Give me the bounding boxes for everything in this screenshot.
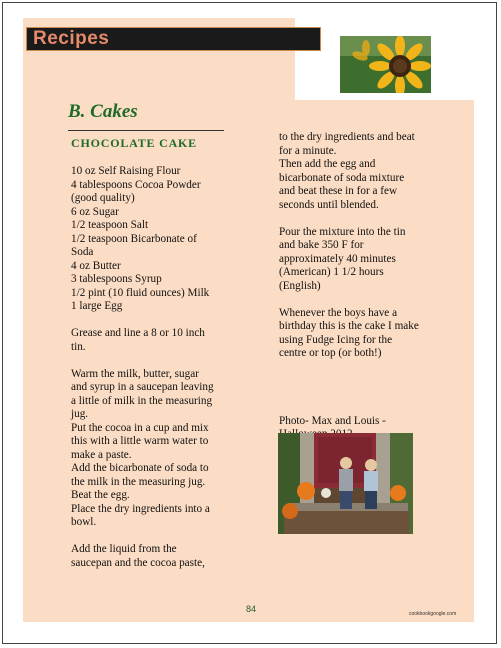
recipe-text-line: 1/2 teaspoon Bicarbonate of [71, 232, 197, 245]
title-divider [68, 130, 224, 131]
blank-line [71, 530, 251, 544]
page-number: 84 [246, 604, 257, 614]
blank-line [279, 388, 429, 402]
header-title: Recipes [33, 28, 110, 49]
recipe-text-line: (English) [279, 279, 321, 292]
recipe-text-line: and beat these in for a few [279, 185, 398, 197]
recipe-text-line: make a paste. [71, 448, 132, 461]
recipe-text-line: centre or top (or both!) [279, 347, 382, 359]
recipe-text-line: 1/2 pint (10 fluid ounces) Milk [71, 286, 210, 299]
recipe-text-line: for a minute. [279, 144, 337, 157]
recipe-text-line: jug. [71, 408, 89, 420]
blank-line [279, 361, 429, 375]
recipe-text-line: Photo- Max and Louis - [279, 414, 386, 427]
recipe-text-line: approximately 40 minutes [279, 252, 396, 265]
recipe-text-line: a little of milk in the measuring [71, 394, 213, 407]
recipe-text-line: Then add the egg and [279, 158, 376, 170]
blank-line [279, 293, 429, 307]
recipe-text-line: and syrup in a saucepan leaving [71, 381, 214, 393]
sunflower-photo [340, 36, 431, 93]
recipe-text-line: 4 oz Butter [71, 259, 121, 272]
recipe-text-line: and bake 350 F for [279, 239, 364, 251]
recipe-text-line: seconds until blended. [279, 198, 379, 211]
recipe-text-line: 4 tablespoons Cocoa Powder [71, 178, 201, 191]
recipe-text-line: 1 large Egg [71, 300, 123, 312]
blank-line [279, 401, 429, 415]
recipe-text-line: Place the dry ingredients into a [71, 502, 210, 515]
recipe-text-line: Put the cocoa in a cup and mix [71, 421, 209, 434]
blank-line [71, 314, 251, 328]
recipe-text-line: (American) 1 1/2 hours [279, 266, 384, 278]
recipe-text-line: Grease and line a 8 or 10 inch [71, 327, 205, 339]
recipe-text-line: Soda [71, 246, 94, 258]
recipe-text-line: 1/2 teaspoon Salt [71, 219, 149, 231]
blank-line [279, 212, 429, 226]
recipe-text-line: 6 oz Sugar [71, 205, 119, 218]
recipe-text-line: Pour the mixture into the tin [279, 225, 406, 238]
recipe-text-line: to the dry ingredients and beat [279, 131, 415, 143]
recipe-text-line: Add the liquid from the [71, 543, 177, 555]
halloween-photo [278, 433, 413, 534]
recipe-text-line: Add the bicarbonate of soda to [71, 462, 209, 474]
recipe-text-line: using Fudge Icing for the [279, 333, 393, 346]
recipe-text-line: Warm the milk, butter, sugar [71, 367, 199, 380]
recipe-left-column [71, 165, 251, 570]
recipe-text-line: bicarbonate of soda mixture [279, 171, 405, 184]
blank-line [279, 374, 429, 388]
recipe-text-line: 10 oz Self Raising Flour [71, 165, 181, 177]
recipe-text-line: saucepan and the cocoa paste, [71, 556, 205, 569]
recipe-text-line: 3 tablespoons Syrup [71, 273, 162, 285]
section-title: B. Cakes [68, 101, 138, 122]
recipe-text-line: the milk in the measuring jug. [71, 475, 206, 488]
recipe-title: CHOCOLATE CAKE [71, 136, 197, 150]
blank-line [71, 354, 251, 368]
recipe-text-line: birthday this is the cake I make [279, 320, 419, 332]
recipes-header-bar [26, 27, 321, 51]
recipe-text-line: Beat the egg. [71, 489, 130, 501]
recipe-text-line: Whenever the boys have a [279, 306, 398, 319]
site-url: cookbookgoogle.com [409, 611, 457, 617]
recipe-text-line: bowl. [71, 516, 97, 528]
recipe-right-column [279, 131, 429, 442]
recipe-text-line: (good quality) [71, 192, 135, 204]
recipe-text-line: tin. [71, 340, 86, 353]
recipe-text-line: this with a little warm water to [71, 435, 209, 447]
